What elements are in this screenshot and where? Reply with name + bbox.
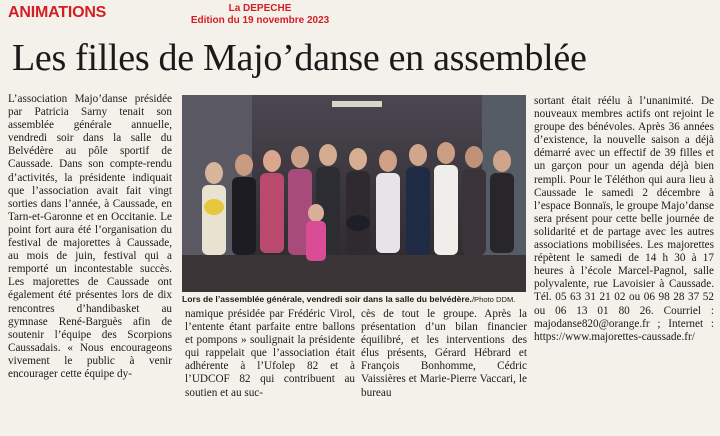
photo-credit: /Photo DDM. [471,295,516,304]
article-headline: Les filles de Majo’danse en assemblée [12,37,587,79]
article-column-4: sortant était réélu à l’unanimité. De nouveaux membres actifs ont rejoint le groupe des bénévoles. Après 36 années d’existence, la nouvelle saison a déjà démarré avec un effectif de 39 filles et un garçon pour un agenda déjà bien rempli. Pour le Téléthon qui aura lieu à Caussade le samedi 2 décembre à l’espace Bonnaïs, le groupe Majo’danse sera présent pour cette belle journée de solidarité et de partage avec les autres associations mobilisées. Les majorettes répètent le samedi de 14 h 30 à 17 heures à l’école Marcel-Pagnol, salle polyvalente, rue Lavoisier à Caussade. Tél. 05 63 31 21 02 ou 06 98 28 37 52 ou 06 13 01 80 26. Courriel : majodanse820@orange.fr ; Internet : https://www.majorettes-caussade.fr/ [534,95,714,343]
photo-caption [182,294,526,306]
article-column-3: cès de tout le groupe. Après la présentation d’un bilan financier équilibré, et les interventions des élus présents, Gérard Hébrard et François Bonhomme, Cédric Vaissières et Marie-Pierre Vaccari, le bureau [361,308,527,399]
group-photo [182,95,526,292]
article-column-2: namique présidée par Frédéric Virol, l’entente étant parfaite entre ballons et pompons » soulignait la présidente qui rappelait que l’association était adhérente à l’Ufolep 82 et à l’UDCOF 82 qui contribuent au soutien et au suc- [185,308,355,399]
edition-date: Edition du 19 novembre 2023 [190,15,330,26]
caption-text: Lors de l’assemblée générale, vendredi soir dans la salle du belvédère. [182,294,472,304]
article-column-1: L’association Majo’danse présidée par Patricia Sarny tenait son assemblée générale annuelle, vendredi soir dans la salle du Belvédère au pôle sportif de Caussade. Dans son compte-rendu d’activités, la présidente indiquait que l’association avait fait vingt sorties dans l’année, à Caussade, en Tarn-et-Garonne et en Occitanie. Le point fort aura été l’organisation du festival de majorettes à Caussade, au mois de juin, festival qui a remporté un incontestable succès. Les majorettes de Caussade ont également été présentes lors de dix rencontres d’handibasket au gymnase René-Barguès afin de soutenir l’équipe des Scorpions Caussadais. « Nous encourageons vivement le public à venir encourager cette équipe dy- [8,93,172,380]
paper-info [190,3,330,27]
section-label: ANIMATIONS [8,4,107,21]
paper-name: La DEPECHE [228,3,292,14]
people-silhouettes [202,142,514,261]
